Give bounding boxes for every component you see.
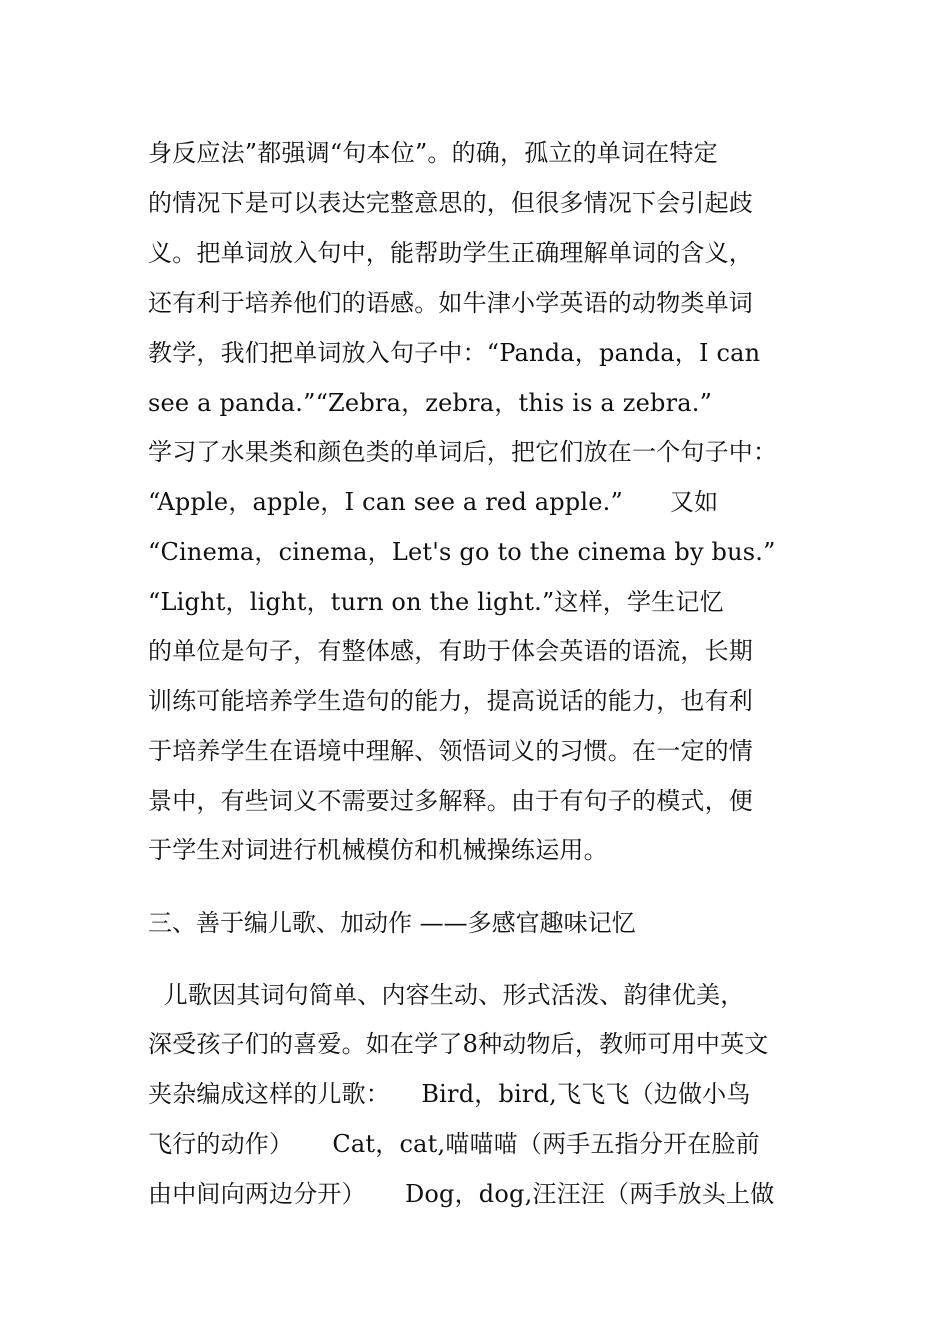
paragraph-1-line-1: 身反应法”都强调“句本位”。的确，孤立的单词在特定 [148, 139, 718, 167]
paragraph-1-line-9: “Cinema，cinema，Let's go to the cinema by bus.” [148, 538, 776, 566]
paragraph-1-line-2: 的情况下是可以表达完整意思的，但很多情况下会引起歧 [148, 189, 753, 217]
section-heading: 三、善于编儿歌、加动作 ——多感官趣味记忆 [148, 909, 636, 937]
paragraph-2-line-3: 夹杂编成这样的儿歌： Bird，bird,飞飞飞（边做小鸟 [148, 1080, 751, 1108]
paragraph-2-line-5: 由中间向两边分开） Dog，dog,汪汪汪（两手放头上做 [148, 1180, 775, 1208]
paragraph-1-line-10: “Light，light，turn on the light.”这样，学生记忆 [148, 588, 724, 616]
paragraph-1-line-12: 训练可能培养学生造句的能力，提高说话的能力，也有利 [148, 687, 753, 715]
paragraph-1-line-6: see a panda.”“Zebra，zebra，this is a zebra.” [148, 389, 713, 417]
paragraph-1-line-3: 义。把单词放入句中，能帮助学生正确理解单词的含义， [148, 239, 753, 267]
paragraph-1-line-7: 学习了水果类和颜色类的单词后，把它们放在一个句子中： [148, 438, 778, 466]
paragraph-1-line-5: 教学，我们把单词放入句子中：“Panda，panda，I can [148, 339, 761, 367]
paragraph-1-line-15: 于学生对词进行机械模仿和机械操练运用。 [148, 836, 608, 864]
paragraph-1-line-11: 的单位是句子，有整体感，有助于体会英语的语流，长期 [148, 637, 753, 665]
paragraph-1-line-4: 还有利于培养他们的语感。如牛津小学英语的动物类单词 [148, 289, 753, 317]
paragraph-1-line-8: “Apple，apple，I can see a red apple.” 又如 [148, 488, 719, 516]
paragraph-2-line-2: 深受孩子们的喜爱。如在学了8种动物后，教师可用中英文 [148, 1030, 769, 1058]
paragraph-2-line-1: 儿歌因其词句简单、内容生动、形式活泼、韵律优美， [148, 981, 745, 1009]
paragraph-1-line-14: 景中，有些词义不需要过多解释。由于有句子的模式，便 [148, 787, 753, 815]
paragraph-2-line-4: 飞行的动作） Cat，cat,喵喵喵（两手五指分开在脸前 [148, 1130, 760, 1158]
paragraph-1-line-13: 于培养学生在语境中理解、领悟词义的习惯。在一定的情 [148, 737, 753, 765]
